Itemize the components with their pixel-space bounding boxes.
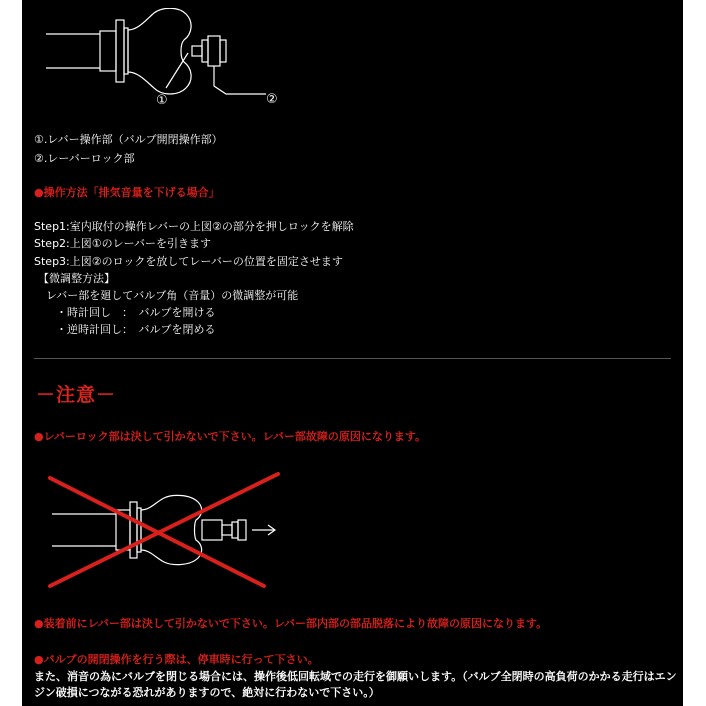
fine-adjust-ccw: ・逆時計回し： バルブを閉める (56, 323, 216, 336)
fine-adjust-title: 【微調整方法】 (38, 272, 115, 285)
prohibited-diagram (44, 468, 304, 592)
legend-item-1: ①.レバー操作部（バルブ開閉操作部） (34, 133, 223, 146)
legend-item-2: ②.レーバーロック部 (34, 152, 135, 165)
section-divider (34, 358, 671, 359)
note-line-1: また、消音の為にバルブを閉じる場合には、操作後低回転域での走行を御願いします。（バルブ全閉時の高負荷のかかる走行はエン (34, 670, 677, 683)
step-2: Step2:上図①のレーバーを引きます (34, 237, 212, 250)
fine-adjust-desc: レバー部を廻してバルブ角（音量）の微調整が可能 (46, 289, 299, 302)
step-1: Step1:室内取付の操作レバーの上図②の部分を押しロックを解除 (34, 220, 354, 233)
label-2: ② (266, 92, 278, 107)
fine-adjust-cw: ・時計回し ： バルブを開ける (56, 306, 216, 319)
warning-2: ●装着前にレバー部は決して引かないで下さい。レバー部内部の部品脱落により故障の原因になります。 (34, 617, 548, 630)
warning-1: ●レバーロック部は決して引かないで下さい。レバー部故障の原因になります。 (34, 430, 426, 443)
step-3: Step3:上図②のロックを放してレーバーの位置を固定させます (34, 255, 343, 268)
caution-title: －注意－ (36, 384, 117, 406)
operation-heading: ●操作方法「排気音量を下げる場合」 (34, 186, 220, 199)
note-line-2: ジン破損につながる恐れがありますので、絶対に行わないで下さい。） (34, 686, 380, 699)
instruction-panel (22, 0, 683, 706)
lever-diagram (46, 8, 306, 110)
label-1: ① (156, 93, 168, 108)
warning-3: ●バルブの開閉操作を行う際は、停車時に行って下さい。 (34, 653, 319, 666)
